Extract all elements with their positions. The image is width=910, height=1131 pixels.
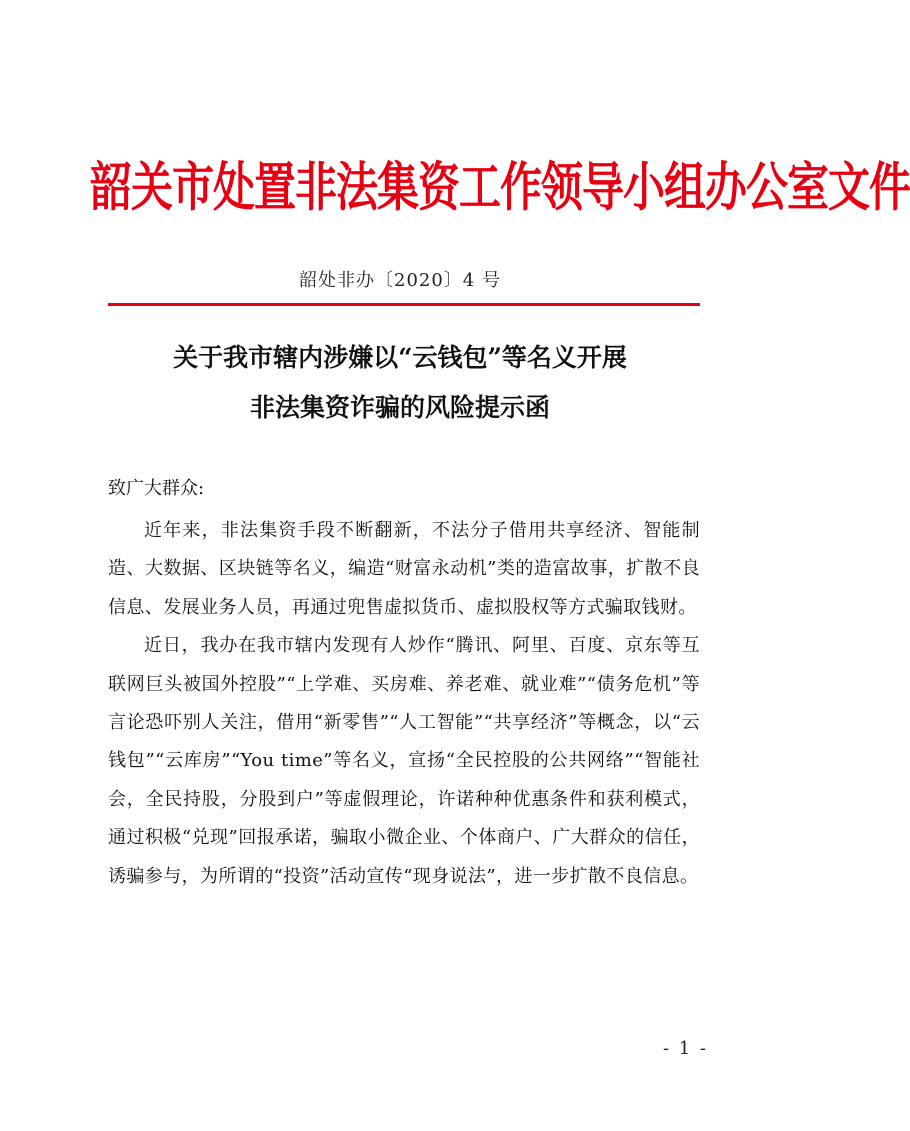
title-line-2: 非法集资诈骗的风险提示函 — [249, 393, 550, 422]
document-number: 韶处非办〔2020〕4 号 — [299, 270, 501, 291]
page-number: - 1 - — [662, 1038, 708, 1059]
paragraph-2: 近日，我办在我市辖内发现有人炒作“腾讯、阿里、百度、京东等互联网巨头被国外控股”“上学难、买房难、养老难、就业难”“债务危机”等言论恐吓别人关注，借用“新零售”“人工智能”“共享经济”等概念，以“云钱包”“云库房”“You time”等名义，宣扬“全民控股的公共网络”“智能社会，全民持股，分股到户”等虚假理论，许诺种种优惠条件和获利模式，通过积极“兑现”回报承诺，骗取小微企业、个体商户、广大群众的信任，诱骗参与，为所谓的“投资”活动宣传“现身说法”，进一步扩散不良信息。 — [108, 635, 700, 887]
issuer-masthead: 韶关市处置非法集资工作领导小组办公室文件 — [90, 156, 910, 218]
paragraph-1: 近年来，非法集资手段不断翻新，不法分子借用共享经济、智能制造、大数据、区块链等名义，编造“财富永动机”类的造富故事，扩散不良信息、发展业务人员，再通过兜售虚拟货币、虚拟股权等方式骗取钱财。 — [108, 520, 700, 618]
title-line-1: 关于我市辖内涉嫌以“云钱包”等名义开展 — [173, 343, 627, 372]
body-text — [108, 512, 700, 896]
red-divider-line — [108, 303, 700, 306]
document-title — [100, 333, 700, 433]
salutation: 致广大群众: — [108, 478, 205, 499]
